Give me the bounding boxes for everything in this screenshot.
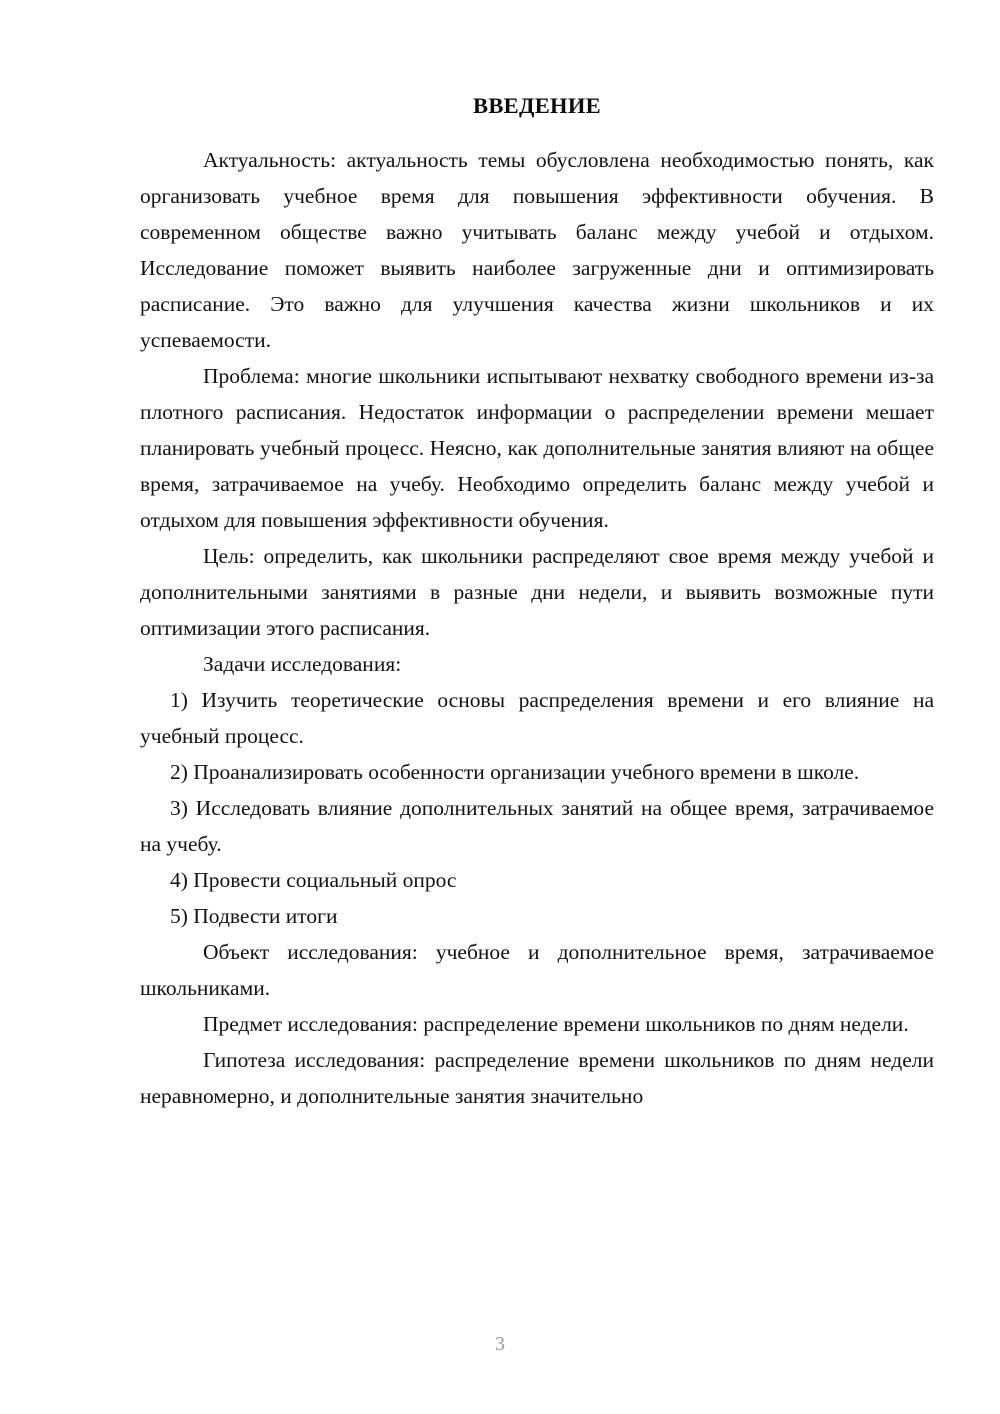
- paragraph-problem: Проблема: многие школьники испытывают нехватку свободного времени из-за плотного расписания. Недостаток информации о распределении времени мешает планировать учебный процесс. Неясно, как дополнительные занятия влияют на общее время, затрачиваемое на учебу. Необходимо определить баланс между учебой и отдыхом для повышения эффективности обучения.: [140, 364, 934, 532]
- list-item-task-1: 1) Изучить теоретические основы распределения времени и его влияние на учебный процесс.: [140, 688, 934, 748]
- page-title: ВВЕДЕНИЕ: [473, 93, 601, 118]
- list-item-task-4: 4) Провести социальный опрос: [170, 868, 457, 892]
- paragraph-research-subject: Предмет исследования: распределение времени школьников по дням недели.: [203, 1012, 909, 1036]
- list-item-task-3: 3) Исследовать влияние дополнительных занятий на общее время, затрачиваемое на учебу.: [140, 796, 934, 856]
- list-item-task-5: 5) Подвести итоги: [170, 904, 338, 928]
- page-number: 3: [495, 1333, 505, 1355]
- paragraph-goal: Цель: определить, как школьники распределяют свое время между учебой и дополнительными занятиями в разные дни недели, и выявить возможные пути оптимизации этого расписания.: [140, 544, 934, 640]
- list-item-task-2: 2) Проанализировать особенности организации учебного времени в школе.: [170, 760, 860, 784]
- paragraph-research-object: Объект исследования: учебное и дополнительное время, затрачиваемое школьниками.: [140, 940, 934, 1000]
- paragraph-relevance: Актуальность: актуальность темы обусловлена необходимостью понять, как организовать учебное время для повышения эффективности обучения. В современном обществе важно учитывать баланс между учебой и отдыхом. Исследование поможет выявить наиболее загруженные дни и оптимизировать расписание. Это важно для улучшения качества жизни школьников и их успеваемости.: [140, 148, 934, 352]
- paragraph-hypothesis: Гипотеза исследования: распределение времени школьников по дням недели неравномерно, и дополнительные занятия значительно: [140, 1048, 934, 1108]
- page-content-area: [140, 88, 934, 1114]
- heading-research-tasks: Задачи исследования:: [203, 652, 402, 676]
